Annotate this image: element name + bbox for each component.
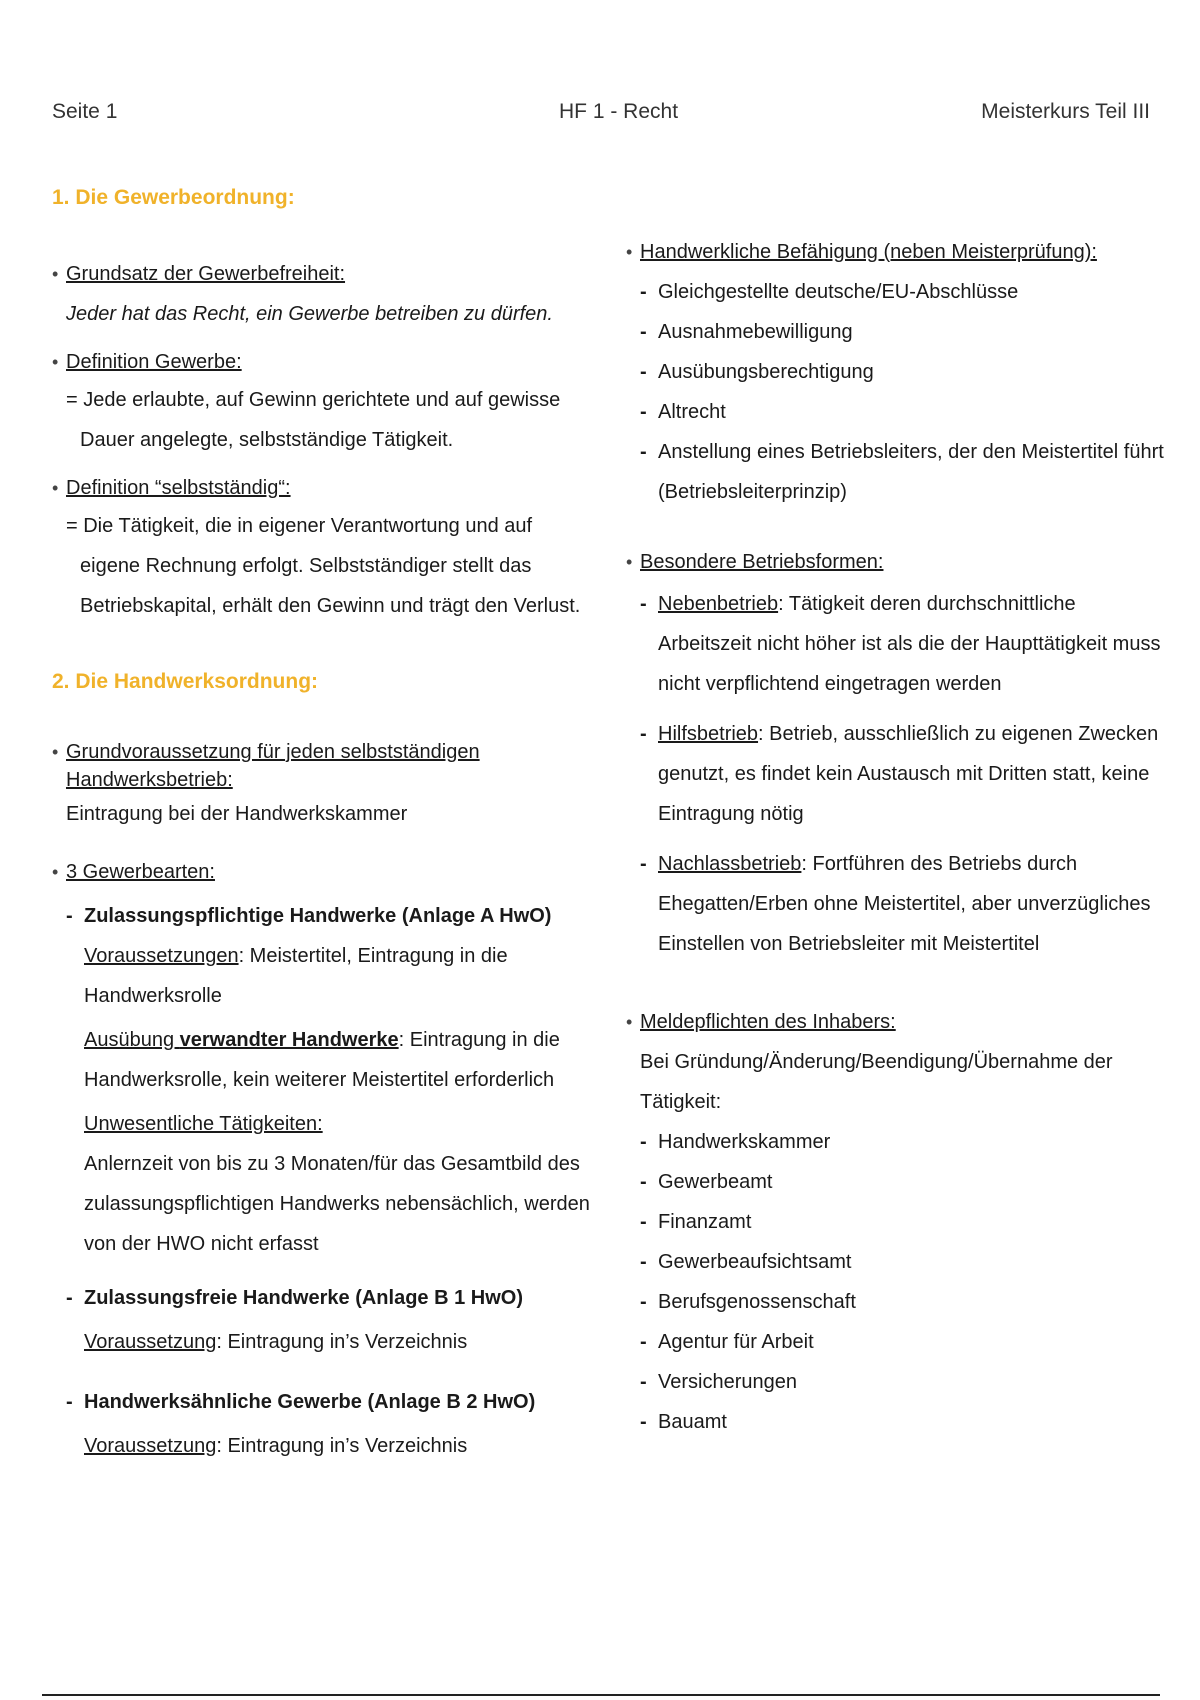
grundsatz-text: Jeder hat das Recht, ein Gewerbe betreiben zu dürfen. [66,303,553,325]
list-item: - Gleichgestellte deutsche/EU-Abschlüsse [640,272,1166,312]
footer-divider [42,1694,1160,1696]
list-item: - Bauamt [640,1402,1166,1442]
anlage-a-verwandte: Ausübung verwandter Handwerke: Eintragung in die Handwerksrolle, kein weiterer Meistertitel erforderlich [84,1029,560,1091]
grundvoraussetzung-title: • Grundvoraussetzung für jeden selbstständigen Handwerksbetrieb: [66,741,480,791]
grundvoraussetzung-text: Eintragung bei der Handwerkskammer [66,803,408,825]
meldepflichten-title: • Meldepflichten des Inhabers: [640,1011,896,1033]
list-item: - Berufsgenossenschaft [640,1282,1166,1322]
list-item: - Ausnahmebewilligung [640,312,1166,352]
gewerbeart-anlage-a: - Zulassungspflichtige Handwerke (Anlage A HwO) [66,896,597,936]
anlage-b2-voraussetzung: Voraussetzung: Eintragung in’s Verzeichnis [84,1435,468,1457]
gewerbeart-anlage-b2: - Handwerksähnliche Gewerbe (Anlage B 2 HwO) [66,1382,597,1422]
page-header [52,100,1150,134]
list-item: - Anstellung eines Betriebsleiters, der den Meistertitel führt (Betriebsleiterprinzip) [640,432,1166,512]
list-item: - Versicherungen [640,1362,1166,1402]
befaehigung-list [640,272,1166,512]
gewerbeart-anlage-b1: - Zulassungsfreie Handwerke (Anlage B 1 HwO) [66,1278,597,1318]
nebenbetrieb-item: - Nebenbetrieb: Tätigkeit deren durchschnittliche Arbeitszeit nicht höher ist als die der Haupttätigkeit muss nicht verpflichtend eingetragen werden [640,584,1166,704]
anlage-a-voraussetzungen: Voraussetzungen: Meistertitel, Eintragung in die Handwerksrolle [84,945,508,1007]
anlage-b1-voraussetzung: Voraussetzung: Eintragung in’s Verzeichnis [84,1331,468,1353]
bullet-betriebsformen [626,548,1166,964]
anlage-a-unwesentlich: Unwesentliche Tätigkeiten: Anlernzeit von bis zu 3 Monaten/für das Gesamtbild des zulassungspflichtigen Handwerks nebensächlich, werden von der HWO nicht erfasst [84,1113,590,1255]
nachlassbetrieb-item: - Nachlassbetrieb: Fortführen des Betriebs durch Ehegatten/Erben ohne Meistertitel, aber unverzügliches Einstellen von Betriebsleiter mit Meistertitel [640,844,1166,964]
def-selbst-text: = Die Tätigkeit, die in eigener Verantwortung und auf eigene Rechnung erfolgt. Selbstständiger stellt das Betriebskapital, erhält den Gewinn und trägt den Verlust. [66,515,581,617]
def-gewerbe-text: = Jede erlaubte, auf Gewinn gerichtete und auf gewisse Dauer angelegte, selbstständige Tätigkeit. [66,389,561,451]
list-item: - Gewerbeamt [640,1162,1166,1202]
def-gewerbe-title: • Definition Gewerbe: [66,351,242,373]
document-subject: HF 1 - Recht [559,100,679,123]
section-title-handwerksordnung: 2. Die Handwerksordnung: [52,670,319,693]
list-item: - Finanzamt [640,1202,1166,1242]
list-item: - Altrecht [640,392,1166,432]
hilfsbetrieb-item: - Hilfsbetrieb: Betrieb, ausschließlich zu eigenen Zwecken genutzt, es findet kein Austausch mit Dritten statt, keine Eintragung nötig [640,714,1166,834]
bullet-definition-selbststaendig [52,474,597,626]
left-column [52,186,597,1466]
gewerbearten-title: • 3 Gewerbearten: [66,861,215,883]
list-item: - Ausübungsberechtigung [640,352,1166,392]
bullet-gewerbearten [52,858,597,1466]
bullet-grundsatz [52,260,597,334]
list-item: - Agentur für Arbeit [640,1322,1166,1362]
bullet-befaehigung [626,238,1166,512]
meldepflichten-list [640,1122,1166,1442]
list-item: - Gewerbeaufsichtsamt [640,1242,1166,1282]
befaehigung-title: • Handwerkliche Befähigung (neben Meisterprüfung): [640,241,1097,263]
betriebsformen-title: • Besondere Betriebsformen: [640,551,884,573]
course-name: Meisterkurs Teil III [981,100,1150,123]
bullet-meldepflichten [626,1008,1166,1442]
list-item: - Handwerkskammer [640,1122,1166,1162]
grundsatz-title: • Grundsatz der Gewerbefreiheit: [66,263,346,285]
section-title-gewerbeordnung: 1. Die Gewerbeordnung: [52,186,295,209]
meldepflichten-intro: Bei Gründung/Änderung/Beendigung/Übernahme der Tätigkeit: [640,1051,1113,1113]
page-number: Seite 1 [52,100,118,123]
def-selbst-title: • Definition “selbstständig“: [66,477,291,499]
bullet-definition-gewerbe [52,348,597,460]
bullet-grundvoraussetzung [52,738,597,834]
right-column [626,238,1166,1442]
